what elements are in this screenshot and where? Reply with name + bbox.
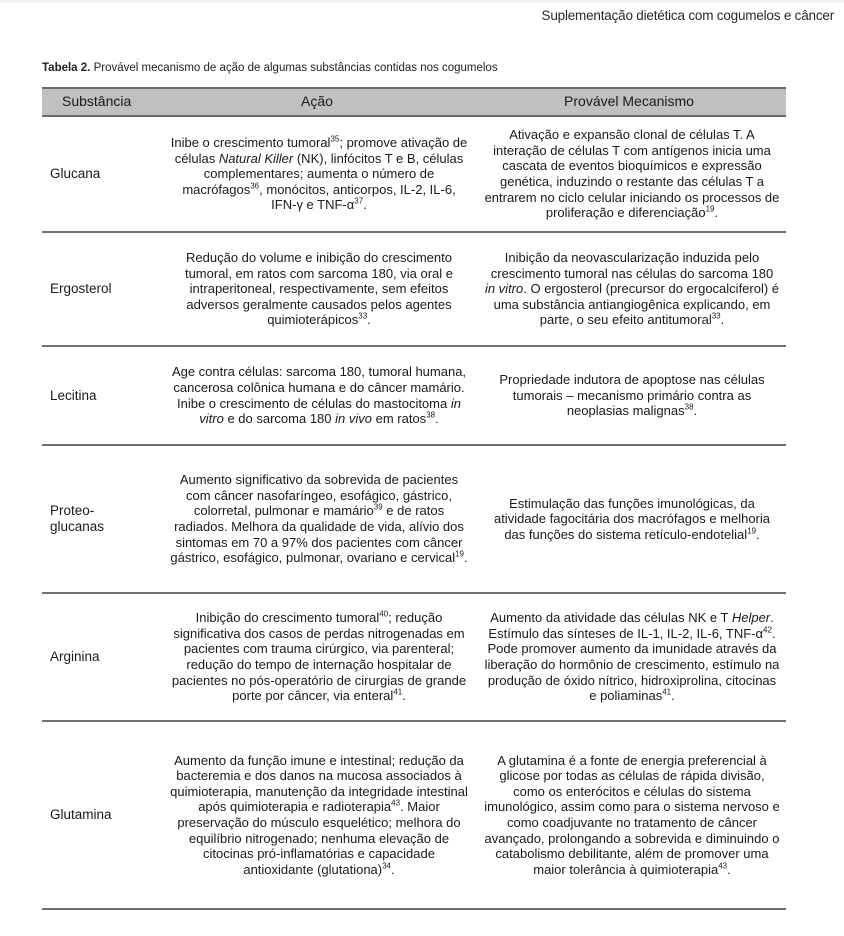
cell-action: Age contra células: sarcoma 180, tumoral humana, cancerosa colônica humana e do câncer mamário. Inibe o crescimento de células do mastocitoma in vitro e do sarcoma 180 in vivo em ratos$^{38}$. xyxy=(162,346,472,445)
table-body xyxy=(42,116,786,909)
cell-mechanism: Estimulação das funções imunológicas, da atividade fagocitária dos macrófagos e melhoria das funções do sistema retículo-endotelial$^{19}$. xyxy=(472,445,786,593)
cell-action: Inibição do crescimento tumoral$^{40}$; redução significativa dos casos de perdas nitrogenadas em pacientes com trauma cirúrgico, via parenteral; redução do tempo de internação hospitalar de pacientes no pós-operatório de cirurgias de grande porte por câncer, via enteral$^{41}$. xyxy=(162,593,472,721)
cell-action: Redução do volume e inibição do crescimento tumoral, em ratos com sarcoma 180, via oral e intraperitoneal, respectivamente, sem efeitos adversos geralmente causados pelos agentes quimioterápicos$^{33}$. xyxy=(162,232,472,346)
running-head: Suplementação dietética com cogumelos e câncer xyxy=(541,8,834,23)
header-mechanism: Provável Mecanismo xyxy=(472,88,786,116)
cell-substance: Proteo- glucanas xyxy=(42,445,162,593)
cell-action: Inibe o crescimento tumoral$^{35}$; promove ativação de células Natural Killer (NK), linfócitos T e B, células complementares; aumenta o número de macrófagos$^{36}$, monócitos, anticorpos, IL-2, IL-6, IFN-γ e TNF-$\alpha^{37}$. xyxy=(162,116,472,232)
cell-substance: Ergosterol xyxy=(42,232,162,346)
table-row xyxy=(42,116,786,232)
cell-mechanism: Ativação e expansão clonal de células T. A interação de células T com antígenos inicia uma cascata de eventos bioquímicos e expressão genética, induzindo o restante das células T a entrarem no ciclo celular iniciando os processos de proliferação e diferenciação$^{19}$. xyxy=(472,116,786,232)
cell-substance: Glutamina xyxy=(42,721,162,909)
cell-mechanism: Aumento da atividade das células NK e T Helper. Estímulo das sínteses de IL-1, IL-2, IL-6, TNF-$\alpha^{42}$. Pode promover aumento da imunidade através da liberação do hormônio de crescimento, estímulo na produção de óxido nítrico, hidroxiprolina, citocinas e poliaminas$^{41}$. xyxy=(472,593,786,721)
caption-label: Tabela 2. xyxy=(42,62,91,74)
table-caption xyxy=(42,62,498,74)
table-row xyxy=(42,346,786,445)
mechanism-table xyxy=(42,87,786,910)
table-row xyxy=(42,232,786,346)
cell-mechanism: A glutamina é a fonte de energia preferencial à glicose por todas as células de rápida divisão, como os enterócitos e células do sistema imunológico, assim como para o sistema nervoso e como coadjuvante no tratamento de câncer avançado, prolongando a sobrevida e diminuindo o catabolismo debilitante, além de promover uma maior tolerância à quimioterapia$^{43}$. xyxy=(472,721,786,909)
table-row xyxy=(42,721,786,909)
header-action: Ação xyxy=(162,88,472,116)
cell-action: Aumento da função imune e intestinal; redução da bacteremia e dos danos na mucosa associados à quimioterapia, manutenção da integridade intestinal após quimioterapia e radioterapia$^{43}$. Maior preservação do músculo esquelético; melhora do equilíbrio nitrogenado; nenhuma elevação de citocinas pró-inflamatórias e capacidade antioxidante (glutationa)$^{34}$. xyxy=(162,721,472,909)
cell-substance: Lecitina xyxy=(42,346,162,445)
cell-action: Aumento significativo da sobrevida de pacientes com câncer nasofaríngeo, esofágico, gástrico, colorretal, pulmonar e mamário$^{39}$ e de ratos radiados. Melhora da qualidade de vida, alívio dos sintomas em 70 a 97% dos pacientes com câncer gástrico, esofágico, pulmonar, ovariano e cervical$^{19}$. xyxy=(162,445,472,593)
cell-substance: Arginina xyxy=(42,593,162,721)
caption-text: Provável mecanismo de ação de algumas substâncias contidas nos cogumelos xyxy=(90,62,498,74)
table-row xyxy=(42,593,786,721)
cell-mechanism: Inibição da neovascularização induzida pelo crescimento tumoral nas células do sarcoma 180 in vitro. O ergosterol (precursor do ergocalciferol) é uma substância antiangiogênica explicando, em parte, o seu efeito antitumoral$^{33}$. xyxy=(472,232,786,346)
cell-mechanism: Propriedade indutora de apoptose nas células tumorais – mecanismo primário contra as neoplasias malignas$^{38}$. xyxy=(472,346,786,445)
table-row xyxy=(42,445,786,593)
top-strip xyxy=(0,0,844,3)
cell-substance: Glucana xyxy=(42,116,162,232)
header-substance: Substância xyxy=(42,88,162,116)
table-header-row xyxy=(42,88,786,116)
